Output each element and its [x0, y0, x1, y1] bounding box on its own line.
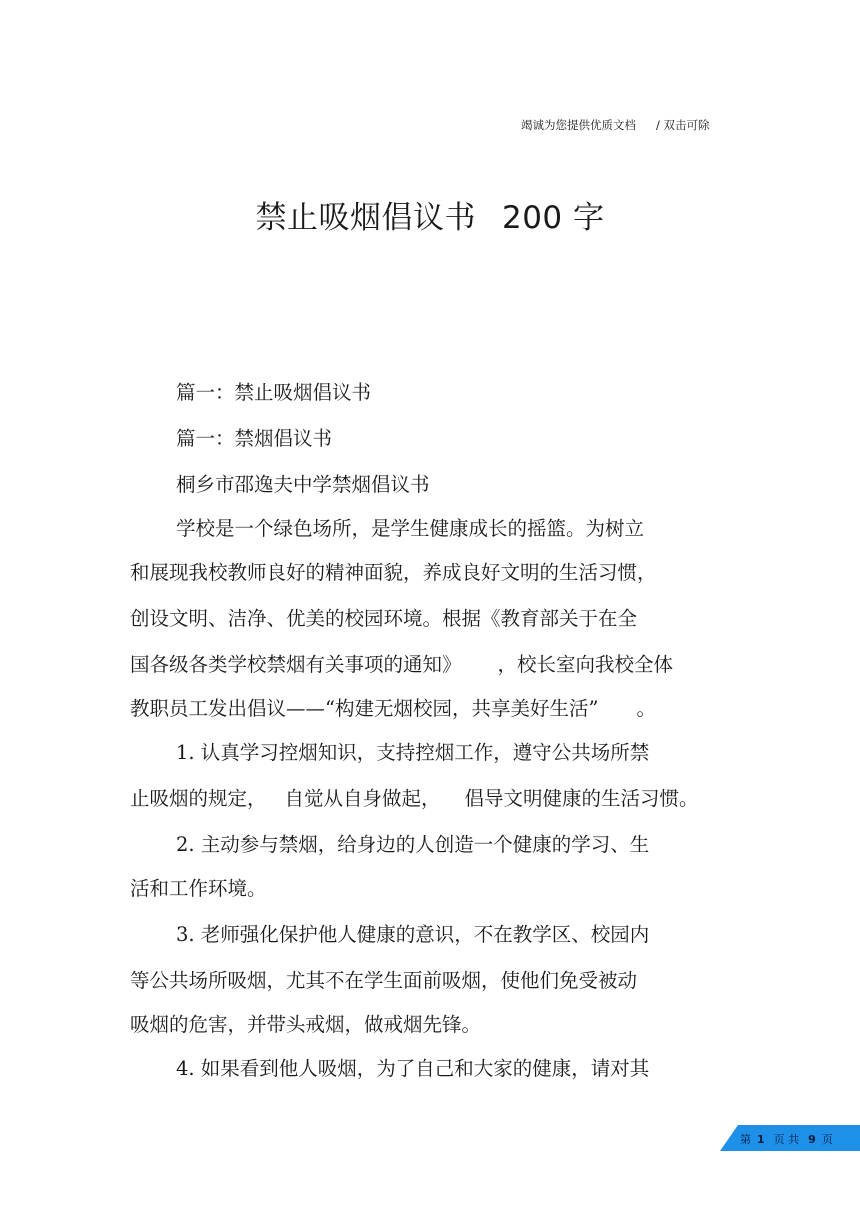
line-8-part-b: 。	[636, 697, 656, 720]
paragraph-line-2: 篇一：禁烟倡议书	[176, 427, 333, 450]
paragraph-line-1: 篇一：禁止吸烟倡议书	[176, 381, 372, 404]
line-10-part-a: 止吸烟的规定，	[130, 787, 267, 810]
paragraph-line-15: 吸烟的危害，并带头戒烟，做戒烟先锋。	[130, 1013, 482, 1036]
header-note	[521, 117, 710, 133]
paragraph-line-8	[130, 699, 656, 719]
title-text: 禁止吸烟倡议书	[255, 200, 476, 236]
total-pages-number: 9	[808, 1133, 816, 1146]
paragraph-line-12: 活和工作环境。	[130, 877, 267, 900]
header-left-text: 竭诚为您提供优质文档	[521, 118, 636, 132]
line-7-part-b: ，校长室向我校全体	[497, 653, 674, 676]
line-10-part-c: 倡导文明健康的生活习惯。	[464, 787, 699, 810]
paragraph-line-14: 等公共场所吸烟，尤其不在学生面前吸烟，使他们免受被动	[130, 969, 638, 992]
page-counter-suffix: 页	[821, 1133, 833, 1146]
current-page-number: 1	[757, 1133, 765, 1146]
header-right-text: / 双击可除	[656, 118, 710, 132]
paragraph-line-13: 3. 老师强化保护他人健康的意识，不在教学区、校园内	[176, 923, 650, 946]
page-counter-mid: 页 共	[773, 1133, 800, 1146]
line-8-part-a: 教职员工发出倡议——“构建无烟校园，共享美好生活”	[130, 697, 599, 720]
document-title	[0, 192, 860, 237]
paragraph-line-5: 和展现我校教师良好的精神面貌，养成良好文明的生活习惯，	[130, 561, 657, 584]
paragraph-line-6: 创设文明、洁净、优美的校园环境。根据《教育部关于在全	[130, 607, 638, 630]
page-counter-prefix: 第	[740, 1133, 751, 1146]
paragraph-line-9: 1. 认真学习控烟知识，支持控烟工作，遵守公共场所禁	[176, 741, 650, 764]
paragraph-line-7	[130, 655, 673, 675]
paragraph-line-10	[130, 789, 699, 809]
line-10-part-b: 自觉从自身做起，	[284, 787, 441, 810]
paragraph-line-4: 学校是一个绿色场所，是学生健康成长的摇篮。为树立	[176, 517, 645, 540]
paragraph-line-3: 桐乡市邵逸夫中学禁烟倡议书	[176, 473, 430, 496]
page-counter	[740, 1131, 833, 1147]
title-number: 200 字	[501, 200, 605, 236]
paragraph-line-11: 2. 主动参与禁烟，给身边的人创造一个健康的学习、生	[176, 833, 650, 856]
line-7-part-a: 国各级各类学校禁烟有关事项的通知》	[130, 653, 462, 676]
paragraph-line-16: 4. 如果看到他人吸烟，为了自己和大家的健康，请对其	[176, 1057, 650, 1080]
